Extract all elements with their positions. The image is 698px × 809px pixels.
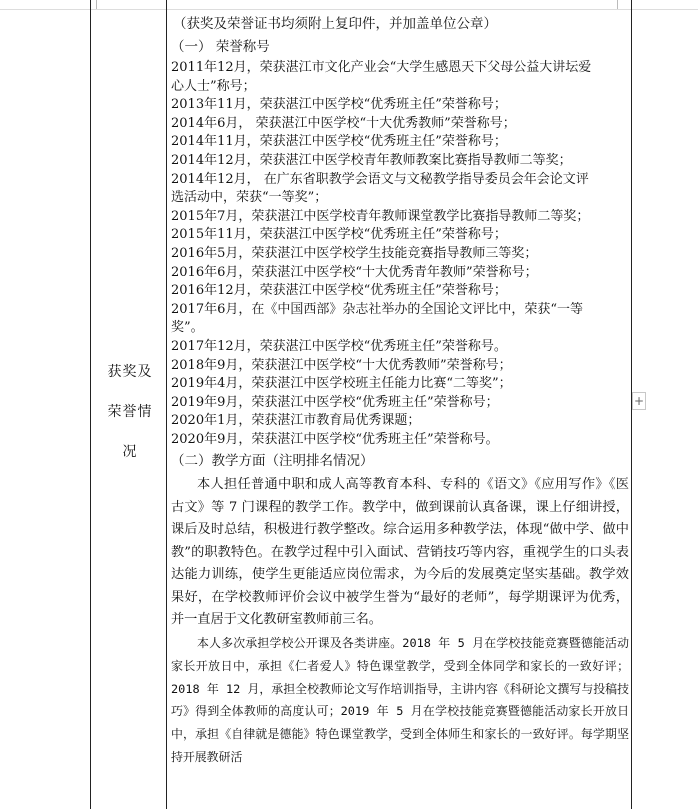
row-label-line: 况 <box>122 444 138 460</box>
honor-list <box>171 59 629 449</box>
honor-item: 2020年9月，荣获湛江中医学校“优秀班主任”荣誉称号。 <box>171 431 499 447</box>
page-top-edge <box>0 9 698 10</box>
section-teaching-title: （二）教学方面（注明排名情况） <box>171 453 374 470</box>
honor-item: 2013年11月，荣获湛江中医学校“优秀班主任”荣誉称号； <box>171 97 507 113</box>
honor-item: 2014年6月， 荣获湛江中医学校“十大优秀教师”荣誉称号； <box>171 115 516 131</box>
honor-item: 2020年1月，荣获湛江市教育局优秀课题； <box>171 413 421 429</box>
honor-item: 2017年6月，在《中国西部》杂志社举办的全国论文评比中，荣获“一等 <box>171 301 584 317</box>
honor-item: 2016年12月，荣获湛江中医学校“优秀班主任”荣誉称号； <box>171 283 507 299</box>
honor-item: 2011年12月，荣获湛江市文化产业会“大学生感恩天下父母公益大讲坛爱 <box>171 60 592 75</box>
honor-item: 2015年11月，荣获湛江中医学校“优秀班主任”荣誉称号； <box>171 227 507 243</box>
honor-item: 2014年12月， 在广东省职教学会语文与文秘教学指导委员会年会论文评 <box>171 171 589 187</box>
lecture-paragraph: 本人多次承担学校公开课及各类讲座。2018 年 5 月在学校技能竞赛暨德能活动家长开放日中，承担《仁者爱人》特色课堂教学，受到全体同学和家长的一致好评；2018 年 12 月，承担全校教师论文写作培训指导，主讲内容《科研论文撰写与投稿技巧》得到全体教师的高度认可；2019 年 5 月在学校技能竞赛暨德能活动家长开放日中，承担《自律就是德能》特色课堂教学，受到全体师生和家长的一致好评。每学期坚持开展教研活 <box>171 635 629 764</box>
honor-item: 2015年7月，荣获湛江中医学校青年教师课堂教学比赛指导教师二等奖； <box>171 208 590 224</box>
honor-item: 2017年12月，荣获湛江中医学校“优秀班主任”荣誉称号。 <box>171 338 507 354</box>
honor-item: 2018年9月，荣获湛江中医学校“十大优秀教师”荣誉称号； <box>171 357 512 373</box>
awards-content <box>171 14 629 769</box>
row-label-line: 获奖及 <box>107 364 153 380</box>
honor-item: 奖”。 <box>171 320 204 336</box>
honor-item: 2019年9月，荣获湛江中医学校“优秀班主任”荣誉称号； <box>171 394 499 410</box>
section-honors-title: （一） 荣誉称号 <box>171 39 270 55</box>
honor-item: 2014年12月，荣获湛江中医学校青年教师教案比赛指导教师二等奖； <box>171 152 572 168</box>
table-border-left <box>90 0 91 809</box>
honor-item: 2019年4月，荣获湛江中医学校班主任能力比赛“二等奖”； <box>171 376 512 392</box>
honor-item: 心人士”称号； <box>171 78 256 94</box>
row-label-line: 荣誉情 <box>107 404 153 420</box>
honor-item: 2016年6月，荣获湛江中医学校“十大优秀青年教师”荣誉称号； <box>171 264 538 280</box>
honor-item: 2016年5月，荣获湛江中医学校学生技能竞赛指导教师三等奖； <box>171 245 538 261</box>
honor-item: 2014年11月，荣获湛江中医学校“优秀班主任”荣誉称号； <box>171 134 507 150</box>
expand-table-button[interactable]: + <box>633 394 645 408</box>
honor-item: 选活动中，荣获“一等奖”； <box>171 190 328 206</box>
teaching-paragraph: 本人担任普通中职和成人高等教育本科、专科的《语文》《应用写作》《医古文》等 7 门课程的教学工作。教学中，做到课前认真备课，课上仔细讲授，课后及时总结，积极进行教学整改。综合运用多种教学法，体现“做中学、做中教”的职教特色。在教学过程中引入面试、营销技巧等内容，重视学生的口头表达能力训练，使学生更能适应岗位需求，为今后的发展奠定坚实基础。教学效果好，在学校教师评价会议中被学生誉为“最好的老师”，每学期课评为优秀，并一直居于文化教研室教师前三名。 <box>171 477 629 628</box>
certificate-note: （获奖及荣誉证书均须附上复印件，并加盖单位公章） <box>173 16 497 32</box>
table-border-middle <box>166 0 167 809</box>
margin-tick <box>96 0 97 9</box>
margin-tick <box>617 0 618 9</box>
row-label <box>95 352 165 472</box>
